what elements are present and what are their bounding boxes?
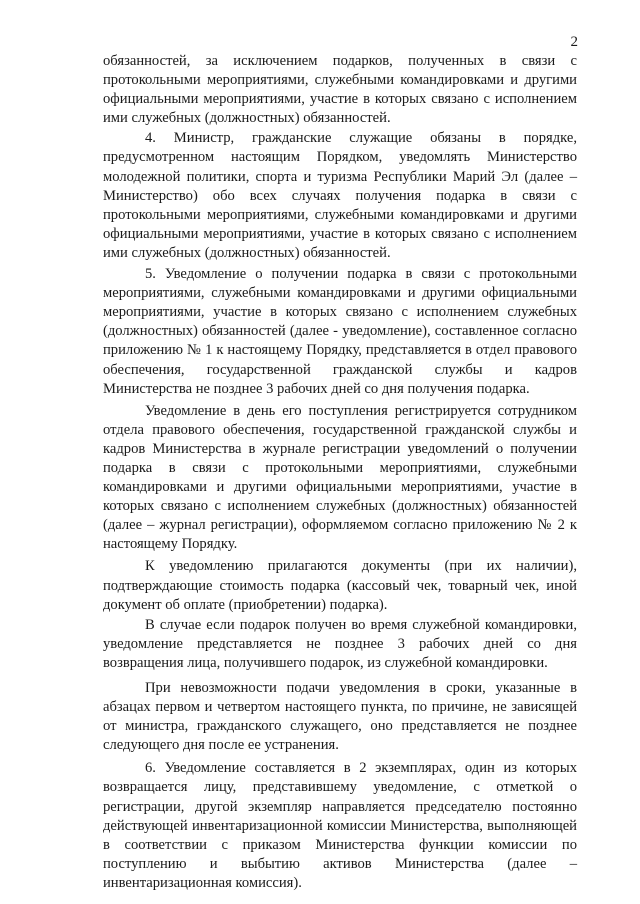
paragraph-item-4: 4. Министр, гражданские служащие обязаны в порядке, предусмотренном настоящим Порядком, уведомлять Министерство молодежной политики, спорта и туризма Республики Марий Эл (далее – Министерство) обо всех случаях получения подарка в связи с протокольными мероприятиями, служебными командировками и другими официальными мероприятиями, участие в которых связано с исполнением ими служебных (должностных) обязанностей. [103, 130, 577, 261]
paragraph-business-trip: В случае если подарок получен во время служебной командировки, уведомление представляется не позднее 3 рабочих дней со дня возвращения лица, получившего подарок, из служебной командировки. [103, 616, 577, 671]
document-body [103, 52, 577, 893]
paragraph-item-5: 5. Уведомление о получении подарка в связи с протокольными мероприятиями, служебными командировками и другими официальными мероприятиями, участие в которых связано с исполнением служебных (должностных) обязанностей (далее - уведомление), составленное согласно приложению № 1 к настоящему Порядку, представляется в отдел правового обеспечения, государственной гражданской службы и кадров Министерства не позднее 3 рабочих дней со дня получения подарка. [103, 266, 577, 397]
page-number: 2 [570, 34, 578, 50]
paragraph-continuation: обязанностей, за исключением подарков, полученных в связи с протокольными мероприятиями, служебными командировками и другими официальными мероприятиями, участие в которых связано с исполнением ими служебных (должностных) обязанностей. [103, 53, 577, 127]
paragraph-attachments: К уведомлению прилагаются документы (при их наличии), подтверждающие стоимость подарка (кассовый чек, товарный чек, иной документ об оплате (приобретении) подарка). [103, 558, 577, 613]
paragraph-impossibility: При невозможности подачи уведомления в сроки, указанные в абзацах первом и четвертом настоящего пункта, по причине, не зависящей от министра, гражданского служащего, оно представляется не позднее следующего дня после ее устранения. [103, 680, 577, 754]
paragraph-item-6: 6. Уведомление составляется в 2 экземплярах, один из которых возвращается лицу, представившему уведомление, с отметкой о регистрации, другой экземпляр направляется председателю постоянно действующей инвентаризационной комиссии Министерства, выполняющей в соответствии с приказом Министерства функции комиссии по поступлению и выбытию активов Министерства (далее – инвентаризационная комиссия). [103, 760, 577, 891]
paragraph-registration: Уведомление в день его поступления регистрируется сотрудником отдела правового обеспечения, государственной гражданской службы и кадров Министерства в журнале регистрации уведомлений о получении подарка в связи с протокольными мероприятиями, служебными командировками и другими официальными мероприятиями, участие в которых связано с исполнением служебных (должностных) обязанностей (далее – журнал регистрации), оформляемом согласно приложению № 2 к настоящему Порядку. [103, 402, 577, 553]
